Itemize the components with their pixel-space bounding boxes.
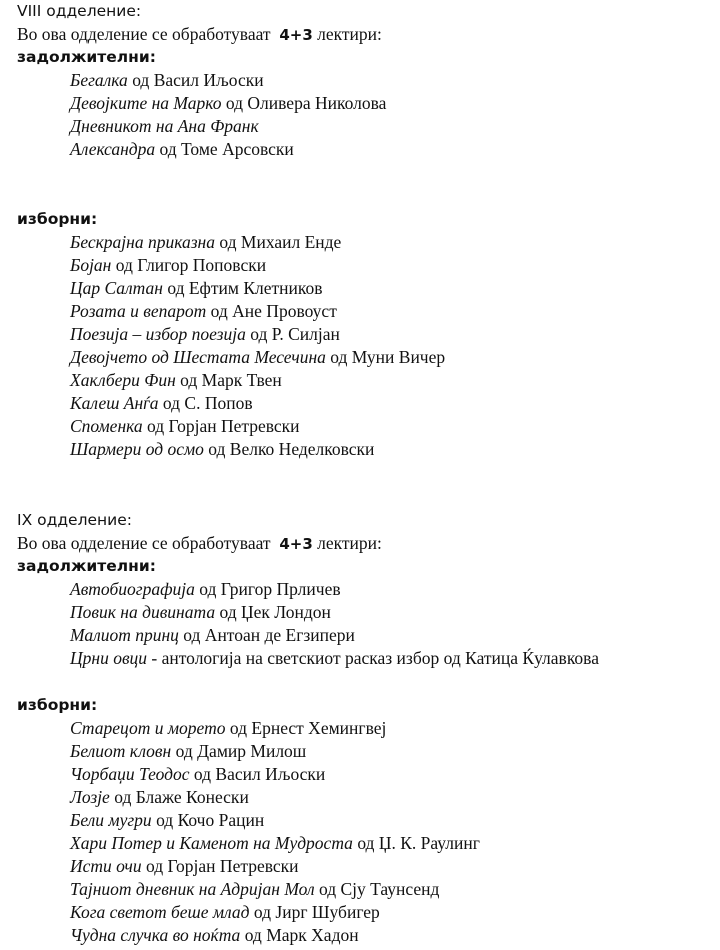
book-author: од Јирг Шубигер bbox=[249, 902, 380, 922]
book-author: од Горјан Петревски bbox=[141, 856, 299, 876]
book-title: Калеш Анѓа bbox=[70, 393, 159, 413]
grade8-optional-item bbox=[70, 392, 253, 415]
book-author: од Ане Провоуст bbox=[206, 301, 337, 321]
book-author: од Муни Вичер bbox=[325, 347, 446, 367]
book-author: од Васил Иљоски bbox=[127, 70, 264, 90]
grade9-optional-label: изборни: bbox=[17, 696, 98, 714]
grade8-optional-item bbox=[70, 369, 282, 392]
book-author: од Глигор Поповски bbox=[111, 255, 267, 275]
book-author: - антологија на светскиот расказ избор од Катица Ќулавкова bbox=[147, 648, 599, 668]
book-title: Цар Салтан bbox=[70, 278, 163, 298]
book-title: Белиот кловн bbox=[70, 741, 172, 761]
grade9-intro bbox=[17, 532, 382, 555]
book-title: Поезија – избор поезија bbox=[70, 324, 246, 344]
grade9-mandatory-item bbox=[70, 601, 331, 624]
grade8-optional-item bbox=[70, 438, 374, 461]
grade8-optional-item bbox=[70, 346, 445, 369]
grade9-optional-item bbox=[70, 924, 359, 947]
book-title: Хари Потер и Каменот на Мудроста bbox=[70, 833, 353, 853]
book-title: Кога светот беше млад bbox=[70, 902, 250, 922]
book-author: од Горјан Петревски bbox=[142, 416, 300, 436]
grade9-optional-item bbox=[70, 832, 480, 855]
book-author: од Џ. К. Раулинг bbox=[352, 833, 480, 853]
grade9-optional-item bbox=[70, 740, 306, 763]
book-title: Шармери од осмо bbox=[70, 439, 204, 459]
book-title: Девојките на Марко bbox=[70, 93, 222, 113]
grade8-mandatory-item bbox=[70, 69, 264, 92]
grade8-mandatory-label: задолжителни: bbox=[17, 48, 156, 66]
book-author: од Блаже Конески bbox=[109, 787, 249, 807]
grade8-intro bbox=[17, 23, 382, 46]
grade9-mandatory-item bbox=[70, 624, 355, 647]
book-title: Бојан bbox=[70, 255, 112, 275]
grade8-optional-item bbox=[70, 231, 341, 254]
book-author: од С. Попов bbox=[158, 393, 253, 413]
grade8-mandatory-item bbox=[70, 92, 386, 115]
book-author: од Сју Таунсенд bbox=[314, 879, 440, 899]
book-title: Хаклбери Фин bbox=[70, 370, 176, 390]
book-author: од Антоан де Егзипери bbox=[178, 625, 355, 645]
book-author: од Васил Иљоски bbox=[189, 764, 326, 784]
book-title: Малиот принц bbox=[70, 625, 179, 645]
book-title: Чорбаџи Теодос bbox=[70, 764, 190, 784]
grade9-mandatory-item bbox=[70, 578, 341, 601]
book-author: од Ефтим Клетников bbox=[162, 278, 323, 298]
book-title: Дневникот на Ана Франк bbox=[70, 116, 259, 136]
book-title: Лозје bbox=[70, 787, 110, 807]
book-author: од Велко Неделковски bbox=[203, 439, 375, 459]
book-title: Александра bbox=[70, 139, 156, 159]
grade9-intro-count: 4+3 bbox=[279, 535, 313, 553]
book-author: од Марк Хадон bbox=[240, 925, 359, 945]
book-title: Споменка bbox=[70, 416, 143, 436]
book-title: Бескрајна приказна bbox=[70, 232, 215, 252]
grade8-heading: VIII одделение: bbox=[17, 2, 142, 20]
grade9-intro-text: Во ова одделение се обработуваат bbox=[17, 533, 271, 553]
grade8-optional-item bbox=[70, 254, 266, 277]
grade8-optional-item bbox=[70, 415, 300, 438]
grade8-intro-suffix: лектири: bbox=[317, 24, 382, 44]
book-author: од Р. Силјан bbox=[245, 324, 340, 344]
book-title: Девојчето од Шестата Месечина bbox=[70, 347, 326, 367]
book-author: од Дамир Милош bbox=[171, 741, 307, 761]
book-title: Автобиографија bbox=[70, 579, 195, 599]
book-author: од Григор Прличев bbox=[194, 579, 341, 599]
book-title: Повик на дивината bbox=[70, 602, 216, 622]
book-author: од Оливера Николова bbox=[221, 93, 387, 113]
book-author: од Томе Арсовски bbox=[155, 139, 294, 159]
grade8-optional-item bbox=[70, 277, 323, 300]
grade9-optional-item bbox=[70, 763, 325, 786]
grade9-mandatory-label: задолжителни: bbox=[17, 557, 156, 575]
grade9-optional-item bbox=[70, 901, 380, 924]
book-title: Бегалка bbox=[70, 70, 128, 90]
grade9-optional-item bbox=[70, 855, 299, 878]
book-title: Бели мугри bbox=[70, 810, 152, 830]
grade9-optional-item bbox=[70, 809, 264, 832]
book-title: Исти очи bbox=[70, 856, 142, 876]
grade9-intro-suffix: лектири: bbox=[317, 533, 382, 553]
grade8-mandatory-item bbox=[70, 115, 259, 138]
book-author: од Џек Лондон bbox=[215, 602, 331, 622]
grade9-heading: IX одделение: bbox=[17, 511, 132, 529]
book-title: Тајниот дневник на Адријан Мол bbox=[70, 879, 315, 899]
grade8-intro-text: Во ова одделение се обработуваат bbox=[17, 24, 271, 44]
grade9-optional-item bbox=[70, 786, 249, 809]
grade8-mandatory-item bbox=[70, 138, 294, 161]
book-author: од Михаил Енде bbox=[215, 232, 342, 252]
grade9-optional-item bbox=[70, 717, 386, 740]
grade8-optional-item bbox=[70, 300, 337, 323]
grade9-optional-item bbox=[70, 878, 439, 901]
book-title: Црни овци bbox=[70, 648, 148, 668]
book-author: од Кочо Рацин bbox=[151, 810, 265, 830]
grade9-mandatory-item bbox=[70, 647, 599, 670]
book-title: Старецот и морето bbox=[70, 718, 226, 738]
book-author: од Марк Твен bbox=[175, 370, 282, 390]
grade8-optional-label: изборни: bbox=[17, 210, 98, 228]
book-title: Чудна случка во ноќта bbox=[70, 925, 241, 945]
book-author: од Ернест Хемингвеј bbox=[225, 718, 387, 738]
grade8-optional-item bbox=[70, 323, 340, 346]
grade8-intro-count: 4+3 bbox=[279, 26, 313, 44]
book-title: Розата и вепарот bbox=[70, 301, 207, 321]
